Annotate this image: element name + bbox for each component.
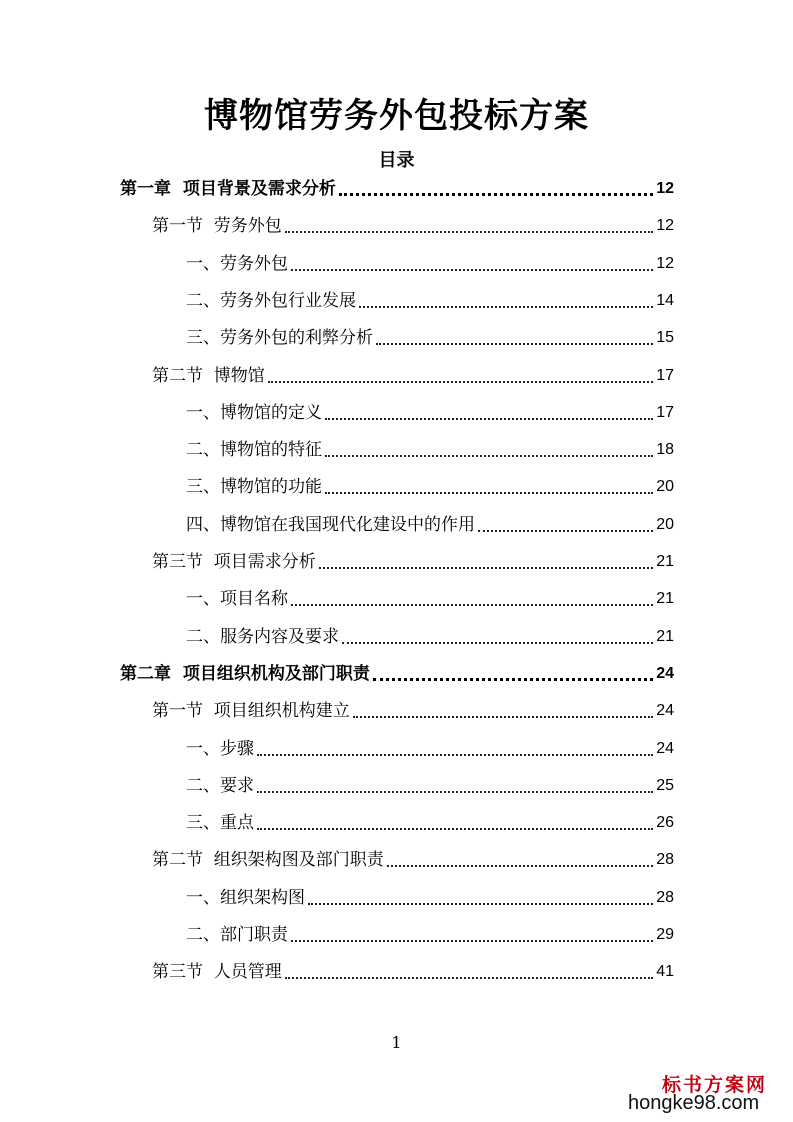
toc-entry-label: 第一章 项目背景及需求分析	[120, 179, 336, 199]
toc-entry-page: 24	[656, 665, 674, 682]
toc-entry-label: 一、组织架构图	[186, 888, 305, 908]
toc-leader-dots	[359, 306, 653, 308]
toc-entry-section[interactable]	[152, 958, 674, 986]
watermark-site-name: 标书方案网	[662, 1074, 768, 1096]
toc-entry-item[interactable]	[186, 436, 674, 464]
toc-entry-page: 24	[656, 702, 674, 719]
toc-leader-dots	[257, 828, 653, 830]
toc-entry-page: 41	[656, 963, 674, 980]
toc-entry-label: 一、项目名称	[186, 589, 288, 609]
toc-entry-chapter[interactable]	[120, 660, 674, 688]
toc-entry-page: 21	[656, 553, 674, 570]
toc-leader-dots	[285, 977, 653, 979]
toc-entry-label: 三、劳务外包的利弊分析	[186, 328, 373, 348]
toc-entry-item[interactable]	[186, 884, 674, 912]
toc-entry-page: 20	[656, 478, 674, 495]
toc-leader-dots	[325, 492, 653, 494]
toc-entry-page: 12	[656, 180, 674, 197]
toc-entry-label: 第二节 组织架构图及部门职责	[152, 850, 384, 870]
toc-entry-label: 二、博物馆的特征	[186, 440, 322, 460]
toc-leader-dots	[291, 940, 653, 942]
toc-entry-label: 二、劳务外包行业发展	[186, 291, 356, 311]
toc-entry-label: 第三节 人员管理	[152, 962, 282, 982]
toc-leader-dots	[319, 567, 653, 569]
toc-entry-item[interactable]	[186, 287, 674, 315]
toc-entry-label: 一、步骤	[186, 739, 254, 759]
toc-entry-page: 12	[656, 255, 674, 272]
toc-leader-dots	[353, 716, 653, 718]
toc-leader-dots	[339, 193, 653, 196]
toc-leader-dots	[257, 791, 653, 793]
toc-entry-section[interactable]	[152, 212, 674, 240]
toc-entry-label: 四、博物馆在我国现代化建设中的作用	[186, 515, 475, 535]
watermark-url: hongke98.com	[628, 1092, 760, 1114]
toc-entry-item[interactable]	[186, 772, 674, 800]
toc-entry-item[interactable]	[186, 250, 674, 278]
toc-entry-label: 二、服务内容及要求	[186, 627, 339, 647]
toc-leader-dots	[291, 269, 653, 271]
toc-entry-page: 20	[656, 516, 674, 533]
toc-heading: 目录	[378, 150, 415, 171]
toc-entry-page: 12	[656, 217, 674, 234]
toc-entry-label: 第一节 劳务外包	[152, 216, 282, 236]
toc-entry-label: 第二章 项目组织机构及部门职责	[120, 664, 370, 684]
toc-leader-dots	[325, 418, 653, 420]
toc-leader-dots	[257, 754, 653, 756]
toc-entry-label: 三、博物馆的功能	[186, 477, 322, 497]
toc-entry-label: 第二节 博物馆	[152, 366, 265, 386]
toc-entry-label: 第三节 项目需求分析	[152, 552, 316, 572]
toc-entry-label: 一、博物馆的定义	[186, 403, 322, 423]
toc-leader-dots	[342, 642, 653, 644]
toc-leader-dots	[285, 231, 653, 233]
toc-entry-page: 28	[656, 851, 674, 868]
toc-entry-page: 26	[656, 814, 674, 831]
toc-entry-chapter[interactable]	[120, 175, 674, 203]
toc-leader-dots	[325, 455, 653, 457]
toc-entry-page: 18	[656, 441, 674, 458]
toc-leader-dots	[291, 604, 653, 606]
toc-entry-label: 第一节 项目组织机构建立	[152, 701, 350, 721]
page-number: 1	[391, 1033, 402, 1052]
toc-entry-page: 17	[656, 404, 674, 421]
toc-entry-item[interactable]	[186, 809, 674, 837]
toc-entry-label: 二、部门职责	[186, 925, 288, 945]
toc-entry-label: 二、要求	[186, 776, 254, 796]
toc-entry-section[interactable]	[152, 548, 674, 576]
toc-leader-dots	[373, 678, 653, 681]
toc-entry-item[interactable]	[186, 324, 674, 352]
toc-entry-section[interactable]	[152, 846, 674, 874]
toc-entry-label: 一、劳务外包	[186, 254, 288, 274]
toc-entry-item[interactable]	[186, 623, 674, 651]
toc-entry-page: 29	[656, 926, 674, 943]
toc-entry-page: 24	[656, 740, 674, 757]
toc-entry-section[interactable]	[152, 362, 674, 390]
toc-entry-item[interactable]	[186, 735, 674, 763]
document-title: 博物馆劳务外包投标方案	[204, 96, 589, 136]
toc-entry-item[interactable]	[186, 473, 674, 501]
toc-entry-item[interactable]	[186, 585, 674, 613]
toc-entry-item[interactable]	[186, 921, 674, 949]
toc-entry-page: 15	[656, 329, 674, 346]
toc-entry-page: 21	[656, 628, 674, 645]
toc-entry-section[interactable]	[152, 697, 674, 725]
toc-entry-page: 28	[656, 889, 674, 906]
toc-entry-page: 25	[656, 777, 674, 794]
toc-entry-item[interactable]	[186, 511, 674, 539]
toc-entry-page: 21	[656, 590, 674, 607]
toc-leader-dots	[478, 530, 653, 532]
toc-entry-item[interactable]	[186, 399, 674, 427]
toc-leader-dots	[308, 903, 653, 905]
toc-entry-label: 三、重点	[186, 813, 254, 833]
toc-entry-page: 17	[656, 367, 674, 384]
toc-leader-dots	[376, 343, 653, 345]
toc-leader-dots	[387, 865, 653, 867]
toc-entry-page: 14	[656, 292, 674, 309]
toc-leader-dots	[268, 381, 653, 383]
